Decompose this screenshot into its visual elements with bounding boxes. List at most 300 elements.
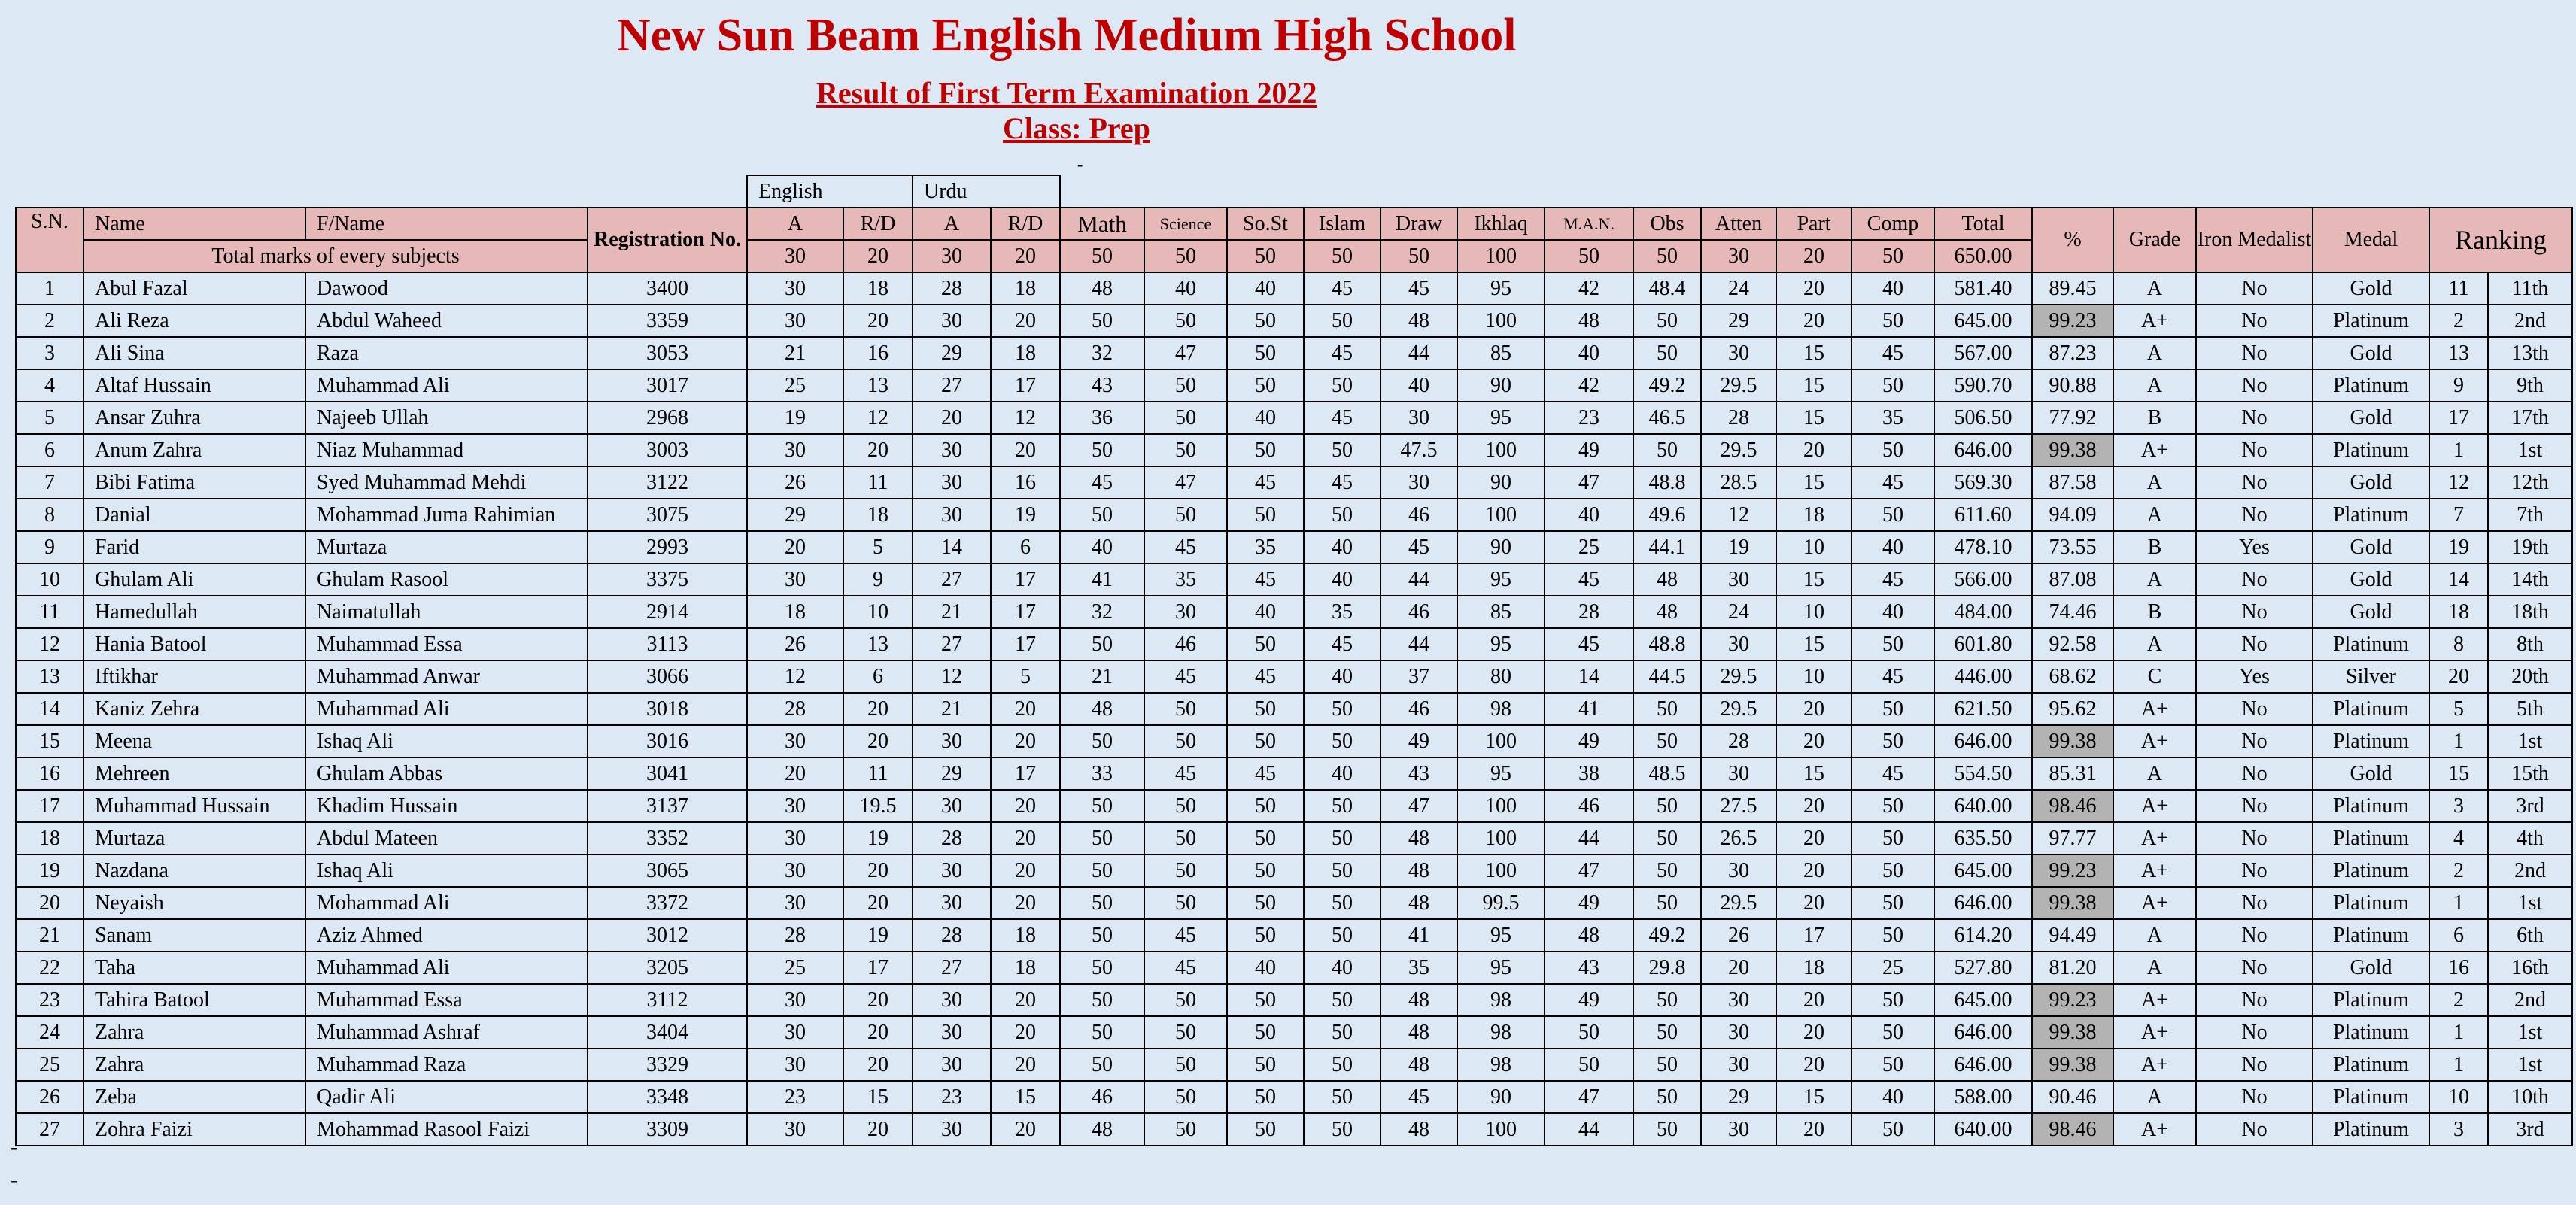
fname-cell: Khadim Hussain: [305, 790, 588, 822]
eng-rd-cell: 20: [843, 434, 913, 466]
grade-cell: A+: [2113, 887, 2196, 919]
obs-cell: 50: [1633, 434, 1701, 466]
part-cell: 20: [1776, 790, 1852, 822]
draw-cell: 48: [1381, 854, 1457, 887]
atten-cell: 26: [1701, 919, 1776, 952]
atten-header: Atten: [1701, 208, 1776, 240]
sn-cell: 1: [16, 272, 84, 305]
obs-cell: 50: [1633, 790, 1701, 822]
draw-cell: 30: [1381, 466, 1457, 499]
max-mark: 30: [747, 240, 843, 272]
urdu-a-cell: 27: [913, 628, 991, 660]
sn-cell: 11: [16, 596, 84, 628]
fname-cell: Qadir Ali: [305, 1081, 588, 1113]
atten-cell: 28.5: [1701, 466, 1776, 499]
atten-cell: 30: [1701, 1016, 1776, 1049]
obs-cell: 48.4: [1633, 272, 1701, 305]
math-cell: 50: [1060, 305, 1144, 337]
medal-cell: Platinum: [2313, 369, 2429, 402]
percent-cell: 92.58: [2032, 628, 2113, 660]
comp-cell: 50: [1852, 984, 1934, 1016]
rank-ordinal-cell: 1st: [2488, 1016, 2572, 1049]
science-cell: 50: [1144, 984, 1227, 1016]
sn-cell: 10: [16, 563, 84, 596]
man-cell: 49: [1545, 434, 1633, 466]
eng-rd-cell: 16: [843, 337, 913, 369]
ikhlaq-cell: 95: [1457, 919, 1545, 952]
math-cell: 50: [1060, 822, 1144, 854]
urdu-a-cell: 23: [913, 1081, 991, 1113]
max-mark: 50: [1227, 240, 1304, 272]
max-mark: 50: [1144, 240, 1227, 272]
ikhlaq-cell: 95: [1457, 952, 1545, 984]
table-row: [16, 563, 2572, 596]
medal-cell: Gold: [2313, 402, 2429, 434]
islam-cell: 40: [1304, 563, 1381, 596]
ranking-header: Ranking: [2429, 208, 2572, 272]
rank-cell: 1: [2429, 725, 2488, 757]
percent-cell: 99.38: [2032, 434, 2113, 466]
table-row: [16, 466, 2572, 499]
islam-cell: 50: [1304, 919, 1381, 952]
registration-header: Registration No.: [588, 208, 747, 272]
grade-cell: A+: [2113, 434, 2196, 466]
urdu-rd-cell: 20: [991, 1016, 1060, 1049]
sost-cell: 45: [1227, 563, 1304, 596]
obs-cell: 50: [1633, 822, 1701, 854]
table-row: [16, 337, 2572, 369]
atten-cell: 29.5: [1701, 693, 1776, 725]
fname-cell: Dawood: [305, 272, 588, 305]
rank-cell: 2: [2429, 854, 2488, 887]
ikhlaq-cell: 95: [1457, 757, 1545, 790]
name-cell: Ali Sina: [84, 337, 305, 369]
obs-cell: 49.2: [1633, 369, 1701, 402]
math-header: Math: [1060, 208, 1144, 240]
name-cell: Ghulam Ali: [84, 563, 305, 596]
obs-header: Obs: [1633, 208, 1701, 240]
fname-cell: Muhammad Ali: [305, 693, 588, 725]
percent-cell: 89.45: [2032, 272, 2113, 305]
ikhlaq-cell: 99.5: [1457, 887, 1545, 919]
part-cell: 20: [1776, 854, 1852, 887]
science-cell: 50: [1144, 434, 1227, 466]
draw-cell: 47: [1381, 790, 1457, 822]
obs-cell: 44.1: [1633, 531, 1701, 563]
sost-cell: 50: [1227, 337, 1304, 369]
table-row: [16, 660, 2572, 693]
urdu-a-cell: 27: [913, 952, 991, 984]
medal-cell: Gold: [2313, 596, 2429, 628]
iron-medalist-cell: No: [2196, 499, 2313, 531]
registration-cell: 3017: [588, 369, 747, 402]
registration-cell: 3329: [588, 1049, 747, 1081]
rank-ordinal-cell: 1st: [2488, 434, 2572, 466]
eng-a-cell: 30: [747, 434, 843, 466]
sn-cell: 23: [16, 984, 84, 1016]
science-cell: 50: [1144, 887, 1227, 919]
sn-cell: 17: [16, 790, 84, 822]
medal-header: Medal: [2313, 208, 2429, 272]
rank-ordinal-cell: 8th: [2488, 628, 2572, 660]
eng-a-cell: 28: [747, 919, 843, 952]
eng-a-cell: 30: [747, 1016, 843, 1049]
table-row: [16, 822, 2572, 854]
table-row: [16, 628, 2572, 660]
rank-cell: 20: [2429, 660, 2488, 693]
urdu-rd-cell: 17: [991, 757, 1060, 790]
table-row: [16, 1113, 2572, 1146]
english-group-header: English: [747, 175, 913, 208]
eng-rd-cell: 20: [843, 887, 913, 919]
atten-cell: 29.5: [1701, 369, 1776, 402]
iron-medalist-cell: No: [2196, 402, 2313, 434]
fname-cell: Naimatullah: [305, 596, 588, 628]
urdu-a-cell: 30: [913, 466, 991, 499]
grade-cell: A: [2113, 499, 2196, 531]
islam-header: Islam: [1304, 208, 1381, 240]
name-cell: Tahira Batool: [84, 984, 305, 1016]
percent-cell: 99.23: [2032, 305, 2113, 337]
urdu-rd-cell: 20: [991, 1049, 1060, 1081]
subject-group-row: [16, 175, 2572, 208]
draw-cell: 49: [1381, 725, 1457, 757]
grade-cell: B: [2113, 596, 2196, 628]
draw-cell: 46: [1381, 499, 1457, 531]
name-cell: Farid: [84, 531, 305, 563]
registration-cell: 3018: [588, 693, 747, 725]
math-cell: 33: [1060, 757, 1144, 790]
islam-cell: 45: [1304, 628, 1381, 660]
fname-cell: Ghulam Abbas: [305, 757, 588, 790]
rank-cell: 19: [2429, 531, 2488, 563]
medal-cell: Platinum: [2313, 434, 2429, 466]
man-cell: 50: [1545, 1016, 1633, 1049]
total-cell: 554.50: [1934, 757, 2032, 790]
comp-cell: 45: [1852, 337, 1934, 369]
iron-medalist-cell: No: [2196, 725, 2313, 757]
math-cell: 45: [1060, 466, 1144, 499]
ikhlaq-cell: 100: [1457, 499, 1545, 531]
math-cell: 50: [1060, 1049, 1144, 1081]
sost-cell: 50: [1227, 1016, 1304, 1049]
results-table: [15, 175, 2573, 1146]
iron-medalist-cell: No: [2196, 984, 2313, 1016]
rank-cell: 7: [2429, 499, 2488, 531]
fname-cell: Mohammad Rasool Faizi: [305, 1113, 588, 1146]
science-header: Science: [1144, 208, 1227, 240]
percent-cell: 90.88: [2032, 369, 2113, 402]
fname-cell: Aziz Ahmed: [305, 919, 588, 952]
urdu-a-cell: 27: [913, 563, 991, 596]
rank-cell: 18: [2429, 596, 2488, 628]
rank-ordinal-cell: 2nd: [2488, 305, 2572, 337]
eng-a-cell: 20: [747, 757, 843, 790]
rank-ordinal-cell: 14th: [2488, 563, 2572, 596]
sn-cell: 16: [16, 757, 84, 790]
name-cell: Iftikhar: [84, 660, 305, 693]
comp-cell: 50: [1852, 628, 1934, 660]
man-cell: 47: [1545, 1081, 1633, 1113]
name-cell: Muhammad Hussain: [84, 790, 305, 822]
max-mark: 20: [991, 240, 1060, 272]
eng-a-cell: 20: [747, 531, 843, 563]
draw-cell: 48: [1381, 305, 1457, 337]
sn-cell: 15: [16, 725, 84, 757]
grade-cell: A: [2113, 337, 2196, 369]
rank-ordinal-cell: 2nd: [2488, 854, 2572, 887]
man-cell: 49: [1545, 984, 1633, 1016]
grade-cell: A: [2113, 757, 2196, 790]
medal-cell: Gold: [2313, 337, 2429, 369]
grade-cell: A+: [2113, 1049, 2196, 1081]
max-mark: 20: [1776, 240, 1852, 272]
obs-cell: 50: [1633, 1113, 1701, 1146]
rank-ordinal-cell: 7th: [2488, 499, 2572, 531]
total-cell: 645.00: [1934, 305, 2032, 337]
comp-cell: 40: [1852, 531, 1934, 563]
math-cell: 50: [1060, 984, 1144, 1016]
table-row: [16, 984, 2572, 1016]
rank-cell: 1: [2429, 1016, 2488, 1049]
table-row: [16, 1081, 2572, 1113]
iron-medalist-cell: No: [2196, 369, 2313, 402]
name-cell: Abul Fazal: [84, 272, 305, 305]
sn-cell: 13: [16, 660, 84, 693]
total-marks-label: Total marks of every subjects: [84, 240, 588, 272]
fname-cell: Ghulam Rasool: [305, 563, 588, 596]
max-mark: 30: [1701, 240, 1776, 272]
atten-cell: 29: [1701, 1081, 1776, 1113]
sn-cell: 3: [16, 337, 84, 369]
rank-cell: 2: [2429, 305, 2488, 337]
table-row: [16, 854, 2572, 887]
obs-cell: 48.5: [1633, 757, 1701, 790]
man-cell: 49: [1545, 887, 1633, 919]
sost-cell: 50: [1227, 369, 1304, 402]
percent-cell: 94.09: [2032, 499, 2113, 531]
eng-rd-cell: 20: [843, 693, 913, 725]
fname-cell: Muhammad Essa: [305, 628, 588, 660]
obs-cell: 44.5: [1633, 660, 1701, 693]
ikhlaq-cell: 95: [1457, 628, 1545, 660]
ikhlaq-cell: 85: [1457, 337, 1545, 369]
total-cell: 640.00: [1934, 1113, 2032, 1146]
man-cell: 46: [1545, 790, 1633, 822]
atten-cell: 30: [1701, 1113, 1776, 1146]
islam-cell: 40: [1304, 757, 1381, 790]
registration-cell: 3003: [588, 434, 747, 466]
urdu-a-header: A: [913, 208, 991, 240]
total-cell: 581.40: [1934, 272, 2032, 305]
islam-cell: 50: [1304, 369, 1381, 402]
urdu-a-cell: 28: [913, 822, 991, 854]
math-cell: 21: [1060, 660, 1144, 693]
obs-cell: 46.5: [1633, 402, 1701, 434]
registration-cell: 3113: [588, 628, 747, 660]
urdu-rd-cell: 18: [991, 337, 1060, 369]
math-cell: 50: [1060, 952, 1144, 984]
max-mark: 100: [1457, 240, 1545, 272]
fname-cell: Mohammad Juma Rahimian: [305, 499, 588, 531]
grade-cell: C: [2113, 660, 2196, 693]
eng-a-cell: 21: [747, 337, 843, 369]
urdu-rd-cell: 20: [991, 854, 1060, 887]
atten-cell: 28: [1701, 725, 1776, 757]
urdu-rd-cell: 20: [991, 305, 1060, 337]
sost-cell: 40: [1227, 596, 1304, 628]
comp-cell: 45: [1852, 466, 1934, 499]
sost-cell: 50: [1227, 1113, 1304, 1146]
rank-cell: 10: [2429, 1081, 2488, 1113]
registration-cell: 3112: [588, 984, 747, 1016]
name-cell: Taha: [84, 952, 305, 984]
math-cell: 50: [1060, 1016, 1144, 1049]
eng-rd-cell: 5: [843, 531, 913, 563]
eng-a-cell: 12: [747, 660, 843, 693]
eng-rd-cell: 13: [843, 369, 913, 402]
registration-cell: 3400: [588, 272, 747, 305]
rank-cell: 14: [2429, 563, 2488, 596]
eng-rd-cell: 20: [843, 725, 913, 757]
header-row: [16, 208, 2572, 240]
draw-cell: 48: [1381, 1016, 1457, 1049]
comp-cell: 50: [1852, 1113, 1934, 1146]
total-cell: 478.10: [1934, 531, 2032, 563]
atten-cell: 12: [1701, 499, 1776, 531]
comp-cell: 50: [1852, 854, 1934, 887]
iron-medalist-cell: No: [2196, 822, 2313, 854]
eng-rd-cell: 6: [843, 660, 913, 693]
sn-cell: 5: [16, 402, 84, 434]
draw-cell: 30: [1381, 402, 1457, 434]
total-cell: 621.50: [1934, 693, 2032, 725]
total-cell: 567.00: [1934, 337, 2032, 369]
science-cell: 50: [1144, 854, 1227, 887]
iron-medalist-cell: No: [2196, 596, 2313, 628]
urdu-rd-cell: 20: [991, 693, 1060, 725]
rank-cell: 12: [2429, 466, 2488, 499]
sn-cell: 25: [16, 1049, 84, 1081]
urdu-rd-cell: 18: [991, 952, 1060, 984]
eng-rd-cell: 11: [843, 466, 913, 499]
total-cell: 645.00: [1934, 984, 2032, 1016]
fname-cell: Najeeb Ullah: [305, 402, 588, 434]
medal-cell: Gold: [2313, 757, 2429, 790]
ikhlaq-cell: 90: [1457, 369, 1545, 402]
sost-cell: 50: [1227, 305, 1304, 337]
name-cell: Danial: [84, 499, 305, 531]
ikhlaq-cell: 90: [1457, 531, 1545, 563]
name-cell: Anum Zahra: [84, 434, 305, 466]
math-cell: 50: [1060, 434, 1144, 466]
eng-rd-cell: 18: [843, 499, 913, 531]
urdu-rd-cell: 20: [991, 790, 1060, 822]
islam-cell: 50: [1304, 790, 1381, 822]
registration-cell: 3016: [588, 725, 747, 757]
islam-cell: 50: [1304, 1113, 1381, 1146]
comp-cell: 50: [1852, 1016, 1934, 1049]
atten-cell: 30: [1701, 1049, 1776, 1081]
table-row: [16, 369, 2572, 402]
medal-cell: Platinum: [2313, 1081, 2429, 1113]
percent-cell: 73.55: [2032, 531, 2113, 563]
registration-cell: 3041: [588, 757, 747, 790]
table-row: [16, 596, 2572, 628]
math-cell: 50: [1060, 887, 1144, 919]
medal-cell: Platinum: [2313, 887, 2429, 919]
rank-cell: 3: [2429, 790, 2488, 822]
part-cell: 20: [1776, 1113, 1852, 1146]
eng-a-cell: 30: [747, 305, 843, 337]
eng-rd-cell: 13: [843, 628, 913, 660]
draw-cell: 44: [1381, 628, 1457, 660]
table-row: [16, 757, 2572, 790]
islam-cell: 50: [1304, 1016, 1381, 1049]
science-cell: 50: [1144, 402, 1227, 434]
urdu-rd-cell: 20: [991, 1113, 1060, 1146]
islam-cell: 40: [1304, 952, 1381, 984]
science-cell: 45: [1144, 919, 1227, 952]
eng-rd-cell: 19: [843, 822, 913, 854]
table-row: [16, 790, 2572, 822]
medal-cell: Platinum: [2313, 984, 2429, 1016]
total-cell: 646.00: [1934, 725, 2032, 757]
sost-cell: 50: [1227, 725, 1304, 757]
eng-a-cell: 29: [747, 499, 843, 531]
student-rows: [16, 272, 2572, 1146]
science-cell: 45: [1144, 757, 1227, 790]
part-cell: 20: [1776, 1049, 1852, 1081]
fname-cell: Abdul Waheed: [305, 305, 588, 337]
percent-cell: 95.62: [2032, 693, 2113, 725]
medal-cell: Silver: [2313, 660, 2429, 693]
math-cell: 50: [1060, 854, 1144, 887]
sost-cell: 50: [1227, 822, 1304, 854]
fname-cell: Murtaza: [305, 531, 588, 563]
islam-cell: 50: [1304, 305, 1381, 337]
table-row: [16, 531, 2572, 563]
comp-cell: 50: [1852, 725, 1934, 757]
eng-a-cell: 30: [747, 272, 843, 305]
medal-cell: Platinum: [2313, 790, 2429, 822]
obs-cell: 50: [1633, 1049, 1701, 1081]
comp-cell: 45: [1852, 660, 1934, 693]
grade-cell: A: [2113, 1081, 2196, 1113]
rank-cell: 1: [2429, 434, 2488, 466]
percent-cell: 99.23: [2032, 854, 2113, 887]
grade-cell: A: [2113, 563, 2196, 596]
urdu-rd-cell: 15: [991, 1081, 1060, 1113]
man-cell: 45: [1545, 563, 1633, 596]
total-cell: 527.80: [1934, 952, 2032, 984]
grade-cell: B: [2113, 402, 2196, 434]
ikhlaq-cell: 98: [1457, 1049, 1545, 1081]
islam-cell: 45: [1304, 272, 1381, 305]
comp-cell: 50: [1852, 790, 1934, 822]
man-cell: 47: [1545, 466, 1633, 499]
eng-a-cell: 30: [747, 1113, 843, 1146]
comp-cell: 50: [1852, 887, 1934, 919]
eng-a-cell: 30: [747, 725, 843, 757]
urdu-rd-cell: 19: [991, 499, 1060, 531]
sost-cell: 40: [1227, 402, 1304, 434]
eng-rd-cell: 20: [843, 1049, 913, 1081]
obs-cell: 48.8: [1633, 466, 1701, 499]
comp-cell: 50: [1852, 1049, 1934, 1081]
class-label: Class: Prep: [1003, 111, 1150, 145]
sost-cell: 40: [1227, 952, 1304, 984]
